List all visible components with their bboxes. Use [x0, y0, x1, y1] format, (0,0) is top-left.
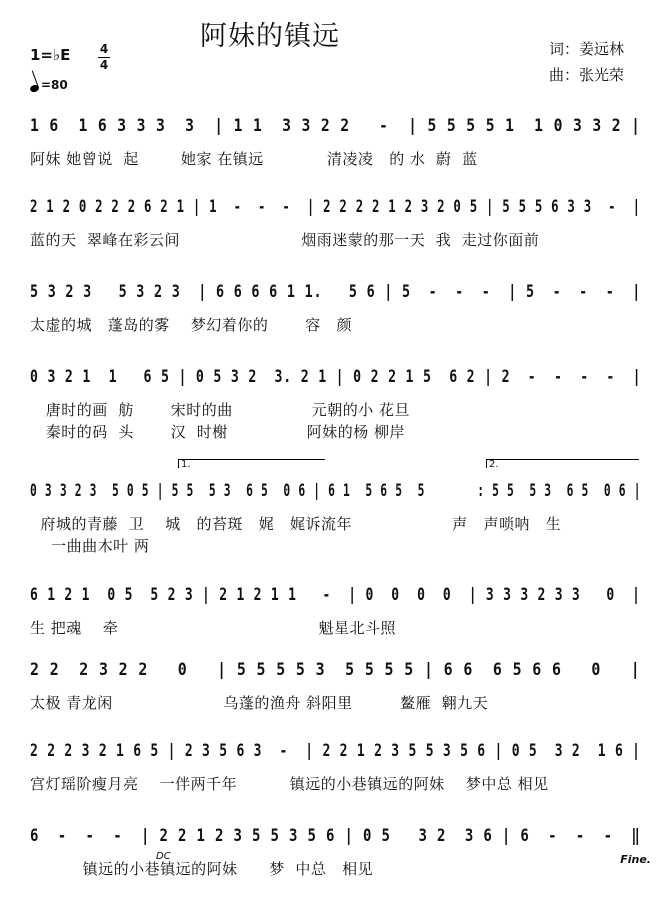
song-title: 阿妹的镇远: [200, 21, 340, 52]
lyric-line: 蓝的天 翠峰在彩云间 烟雨迷蒙的那一天 我 走过你面前: [30, 231, 540, 249]
volta-bracket-1: 1.: [178, 459, 325, 468]
score-row-5: [30, 459, 642, 577]
lyric-line-verse-1: 府城的青藤 卫 城 的苔斑 娓 娓诉流年 声 声唢呐 生: [30, 515, 562, 533]
tempo-marking: [30, 78, 68, 92]
score-row-2: [30, 197, 641, 293]
lyric-line-verse-2: 一曲曲木叶 两: [30, 537, 150, 555]
notation-line: 6 1 2 1 0 5 5 2 3 | 2 1 2 1 1 - | 0 0 0 0 | 3 3 3 2 3 3 0 |: [30, 585, 641, 605]
notation-line: 5 3 2 3 5 3 2 3 | 6 6 6 6 1 1. 5 6 | 5 - - - | 5 - - - |: [30, 282, 642, 302]
lyric-line: 太极 青龙闲 乌蓬的渔舟 斜阳里 鳌雁 翱九天: [30, 694, 489, 712]
composer-credit: 曲：张光荣: [549, 66, 625, 84]
notation-line: 1 6 1 6 3 3 3 3 | 1 1 3 3 2 2 - | 5 5 5 5 1 1 0 3 3 2 |: [30, 116, 641, 136]
lyric-line-verse-2: 秦时的码 头 汉 时榭 阿妹的杨 柳岸: [30, 423, 406, 441]
fine-mark: Fine.: [620, 853, 651, 866]
time-signature-bottom: 4: [99, 58, 109, 72]
notation-line: 6 - - - | 2 2 1 2 3 5 5 3 5 6 | 0 5 3 2 3 6 | 6 - - - ‖: [30, 826, 641, 846]
notation-line: 2 2 2 3 2 2 0 | 5 5 5 5 3 5 5 5 5 | 6 6 6 5 6 6 0 |: [30, 660, 641, 680]
volta-bracket-2: 2.: [486, 459, 639, 468]
lyricist-credit: 词：姜远林: [549, 40, 625, 58]
score-row-3: [30, 282, 641, 378]
lyric-line: 阿妹 她曾说 起 她家 在镇远 清凌凌 的 水 蔚 蓝: [30, 150, 478, 168]
lyric-line: 太虚的城 蓬岛的雾 梦幻着你的 容 颜: [30, 316, 353, 334]
notation-line: 0 3 2 1 1 6 5 | 0 5 3 2 3. 2 1 | 0 2 2 1 5 6 2 | 2 - - - - |: [30, 367, 642, 387]
notation-line: 2 1 2 0 2 2 2 6 2 1 | 1 - - - | 2 2 2 2 1 2 3 2 0 5 | 5 5 5 6 3 3 - |: [30, 197, 641, 217]
da-capo-mark: DC: [156, 851, 171, 862]
lyric-line: 宫灯瑶阶瘦月亮 一伴两千年 镇远的小巷镇远的阿妹 梦中总 相见: [30, 775, 549, 793]
notation-line: 0 3 3 2 3 5 0 5 | 5 5 5 3 6 5 0 6 | 6 1 5 6 5 5 : 5 5 5 3 6 5 0 6 |: [30, 481, 642, 501]
lyric-line-verse-1: 唐时的画 舫 宋时的曲 元朝的小 花旦: [30, 401, 411, 419]
notation-line: 2 2 2 3 2 1 6 5 | 2 3 5 6 3 - | 2 2 1 2 3 5 5 3 5 6 | 0 5 3 2 1 6 |: [30, 741, 641, 761]
lyric-line: 镇远的小巷镇远的阿妹 梦 中总 相见: [30, 860, 374, 878]
time-signature: [98, 42, 110, 73]
quarter-note-icon: [29, 84, 40, 94]
lyric-line: 生 把魂 牵 魁星北斗照: [30, 619, 397, 637]
score-row-9: [30, 826, 641, 922]
tempo-value: =80: [41, 78, 68, 92]
key-signature: 1=♭E: [30, 46, 71, 64]
score-row-8: [30, 741, 641, 837]
time-signature-top: 4: [99, 42, 109, 56]
score-row-4: [30, 367, 641, 463]
